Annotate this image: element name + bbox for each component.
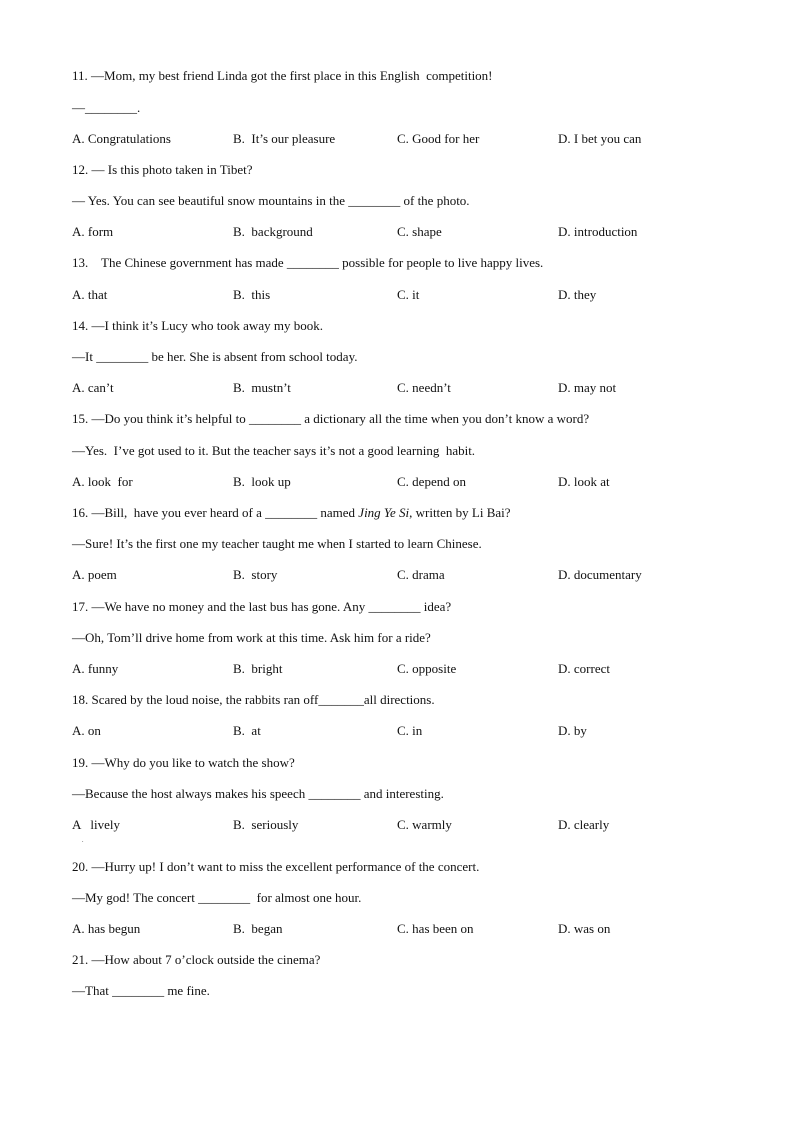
q18-option-a: A. on xyxy=(72,723,101,738)
q14-option-a: A. can’t xyxy=(72,380,114,395)
question-21-text: 21. —How about 7 o’clock outside the cinema? xyxy=(72,952,321,967)
q15-option-c: C. depend on xyxy=(397,474,466,489)
question-17-response: —Oh, Tom’ll drive home from work at this time. Ask him for a ride? xyxy=(72,630,431,645)
q14-option-c: C. needn’t xyxy=(397,380,451,395)
q19-option-c: C. warmly xyxy=(397,817,452,832)
q19-option-b: B. seriously xyxy=(233,817,299,832)
question-12-options xyxy=(72,224,732,240)
question-16-response: —Sure! It’s the first one my teacher taught me when I started to learn Chinese. xyxy=(72,536,482,551)
q17-option-d: D. correct xyxy=(558,661,610,676)
question-16-options xyxy=(72,567,732,583)
q18-option-d: D. by xyxy=(558,723,587,738)
q18-option-c: C. in xyxy=(397,723,423,738)
question-12-text: 12. — Is this photo taken in Tibet? xyxy=(72,162,253,177)
q12-option-d: D. introduction xyxy=(558,224,638,239)
q16-text-after-title: , written by Li Bai? xyxy=(409,505,511,520)
q15-option-d: D. look at xyxy=(558,474,610,489)
q19-option-a: A lively xyxy=(72,817,121,832)
q20-option-b: B. began xyxy=(233,921,283,936)
q11-option-b: B. It’s our pleasure xyxy=(233,131,336,146)
question-14-text: 14. —I think it’s Lucy who took away my book. xyxy=(72,318,323,333)
q12-option-a: A. form xyxy=(72,224,114,239)
q17-option-b: B. bright xyxy=(233,661,283,676)
question-12-response: — Yes. You can see beautiful snow mountains in the ________ of the photo. xyxy=(72,193,470,208)
q12-option-c: C. shape xyxy=(397,224,442,239)
question-16-text xyxy=(72,505,511,521)
q20-option-a: A. has begun xyxy=(72,921,141,936)
question-19-response: —Because the host always makes his speech ________ and interesting. xyxy=(72,786,444,801)
q17-option-c: C. opposite xyxy=(397,661,457,676)
q18-option-b: B. at xyxy=(233,723,261,738)
q20-option-c: C. has been on xyxy=(397,921,474,936)
question-15-options xyxy=(72,474,732,490)
q15-option-a: A. look for xyxy=(72,474,133,489)
question-11-options xyxy=(72,131,732,147)
q13-option-a: A. that xyxy=(72,287,108,302)
q11-option-d: D. I bet you can xyxy=(558,131,642,146)
question-13-text: 13. The Chinese government has made ________ possible for people to live happy lives. xyxy=(72,255,544,270)
q16-option-b: B. story xyxy=(233,567,278,582)
q19-option-d: D. clearly xyxy=(558,817,610,832)
question-17-text: 17. —We have no money and the last bus has gone. Any ________ idea? xyxy=(72,599,452,614)
q16-option-a: A. poem xyxy=(72,567,117,582)
q11-option-c: C. Good for her xyxy=(397,131,480,146)
stray-dot-mark: . xyxy=(82,838,84,844)
question-18-text: 18. Scared by the loud noise, the rabbits ran off_______all directions. xyxy=(72,692,435,707)
question-20-text: 20. —Hurry up! I don’t want to miss the excellent performance of the concert. xyxy=(72,859,480,874)
question-21-response: —That ________ me fine. xyxy=(72,983,210,998)
q16-text-before-title: 16. —Bill, have you ever heard of a ________ named xyxy=(72,505,359,520)
q14-option-d: D. may not xyxy=(558,380,617,395)
q20-option-d: D. was on xyxy=(558,921,611,936)
question-20-response: —My god! The concert ________ for almost one hour. xyxy=(72,890,362,905)
question-19-options xyxy=(72,817,732,833)
q13-option-b: B. this xyxy=(233,287,271,302)
question-17-options xyxy=(72,661,732,677)
q13-option-d: D. they xyxy=(558,287,597,302)
q14-option-b: B. mustn’t xyxy=(233,380,291,395)
question-11-text: 11. —Mom, my best friend Linda got the first place in this English competition! xyxy=(72,68,493,83)
question-13-options xyxy=(72,287,732,303)
question-14-response: —It ________ be her. She is absent from school today. xyxy=(72,349,358,364)
q17-option-a: A. funny xyxy=(72,661,119,676)
question-15-text: 15. —Do you think it’s helpful to ________ a dictionary all the time when you don’t know a word? xyxy=(72,411,590,426)
question-15-response: —Yes. I’ve got used to it. But the teacher says it’s not a good learning habit. xyxy=(72,443,476,458)
question-11-response: —________. xyxy=(72,100,141,115)
q12-option-b: B. background xyxy=(233,224,313,239)
question-19-text: 19. —Why do you like to watch the show? xyxy=(72,755,295,770)
question-18-options xyxy=(72,723,732,739)
q16-poem-title: Jing Ye Si xyxy=(358,505,410,520)
q16-option-d: D. documentary xyxy=(558,567,642,582)
q16-option-c: C. drama xyxy=(397,567,445,582)
question-20-options xyxy=(72,921,732,937)
q13-option-c: C. it xyxy=(397,287,420,302)
q15-option-b: B. look up xyxy=(233,474,291,489)
question-14-options xyxy=(72,380,732,396)
q11-option-a: A. Congratulations xyxy=(72,131,171,146)
